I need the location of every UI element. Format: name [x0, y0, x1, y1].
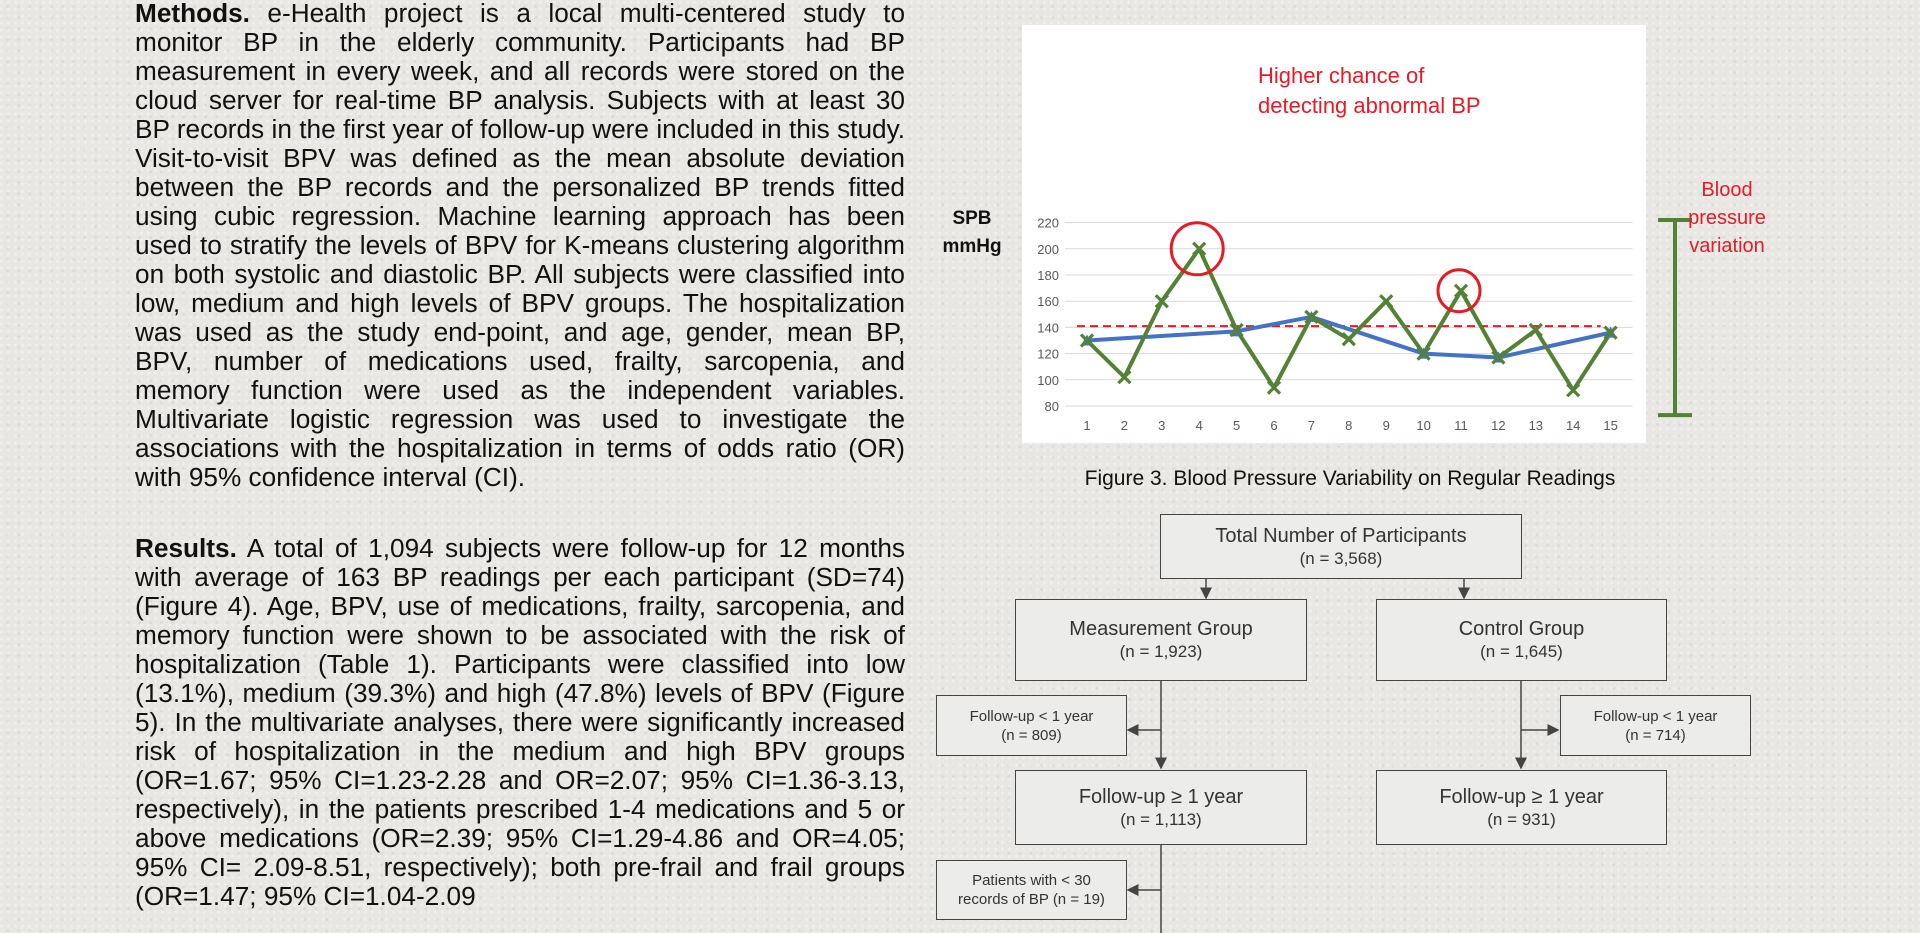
methods-heading: Methods. [135, 0, 250, 28]
flow-total-participants: Total Number of Participants (n = 3,568) [1160, 514, 1522, 579]
y-tick-label: 160 [1037, 294, 1059, 310]
results-text: A total of 1,094 subjects were follow-up for 12 months with average of 163 BP readings per each participant (SD=74) (Figure 4). Age, BPV, use of medications, frailty, sarcopenia, and memory function were shown to be associated with the risk of hospitalization (Table 1). Participants were classified into low (13.1%), medium (39.3%) and high (47.8%) levels of BPV (Figure 5). In the multivariate analyses, there were significantly increased risk of hospitalization in the medium and high BPV groups (OR=1.67; 95% CI=1.23-2.28 and OR=2.07; 95% CI=1.36-3.13, respectively), in the patients prescribed 1-4 medications and 5 or above medications (OR=2.39; 95% CI=1.29-4.86 and OR=4.05; 95% CI= 2.09-8.51, respectively); both pre-frail and frail groups (OR=1.47; 95% CI=1.04-2.09 [135, 533, 905, 911]
methods-text: e-Health project is a local multi-centered study to monitor BP in the elderly community. Participants had BP measurement in every week, and all records were stored on the cloud server for real-time BP analysis. Subjects with at least 30 BP records in the first year of follow-up were included in this study. Visit-to-visit BPV was defined as the mean absolute deviation between the BP records and the personalized BP trends fitted using cubic regression. Machine learning approach has been used to stratify the levels of BPV for K-means clustering algorithm on both systolic and diastolic BP. All subjects were classified into low, medium and high levels of BPV groups. The hospitalization was used as the study end-point, and age, gender, mean BP, BPV, number of medications used, frailty, sarcopenia, and memory function were used as the independent variables. Multivariate logistic regression was used to investigate the associations with the hospitalization in terms of odds ratio (OR) with 95% confidence interval (CI). [135, 0, 906, 492]
y-label-line-2: mmHg [942, 236, 1002, 257]
y-tick-label: 100 [1037, 372, 1059, 388]
bpv-label-line-2: pressure [1688, 207, 1766, 229]
y-tick-label: 120 [1037, 346, 1059, 362]
y-tick-label: 140 [1037, 320, 1059, 336]
x-tick-label: 2 [1120, 418, 1129, 433]
y-tick-label: 80 [1044, 399, 1059, 414]
y-tick-label: 180 [1037, 268, 1059, 283]
x-tick-label: 11 [1454, 418, 1468, 433]
x-tick-label: 7 [1307, 418, 1316, 433]
x-tick-label: 15 [1603, 418, 1618, 433]
figure-3-caption: Figure 3. Blood Pressure Variability on Regular Readings [1084, 467, 1616, 490]
annotation-line-2: detecting abnormal BP [1258, 93, 1481, 118]
x-tick-label: 10 [1416, 418, 1431, 433]
x-tick-label: 12 [1491, 418, 1506, 433]
x-tick-label: 14 [1565, 418, 1581, 433]
results-heading: Results. [135, 533, 237, 563]
x-tick-label: 4 [1195, 418, 1203, 433]
y-tick-label: 220 [1037, 215, 1059, 231]
x-tick-label: 3 [1158, 418, 1166, 433]
bpv-label-line-1: Blood [1701, 179, 1753, 201]
flow-followup-right: Follow-up ≥ 1 year (n = 931) [1376, 770, 1667, 845]
flow-measurement-group: Measurement Group (n = 1,923) [1015, 599, 1307, 681]
flow-followup-left: Follow-up ≥ 1 year (n = 1,113) [1015, 770, 1307, 845]
flow-exclusion-right: Follow-up < 1 year (n = 714) [1560, 695, 1751, 756]
x-tick-label: 8 [1345, 418, 1353, 433]
x-tick-label: 9 [1382, 418, 1390, 433]
x-tick-label: 6 [1270, 418, 1278, 433]
x-tick-label: 13 [1528, 418, 1544, 433]
annotation-line-1: Higher chance of [1258, 63, 1425, 88]
flow-exclusion-left: Follow-up < 1 year (n = 809) [936, 695, 1127, 756]
x-tick-label: 1 [1083, 418, 1091, 433]
flow-control-group: Control Group (n = 1,645) [1376, 599, 1667, 681]
x-tick-label: 5 [1232, 418, 1241, 433]
bpv-label-line-3: variation [1689, 235, 1765, 257]
flow-exclusion-records: Patients with < 30 records of BP (n = 19) [936, 860, 1127, 920]
y-tick-label: 200 [1037, 241, 1059, 257]
y-label-line-1: SPB [952, 208, 992, 229]
